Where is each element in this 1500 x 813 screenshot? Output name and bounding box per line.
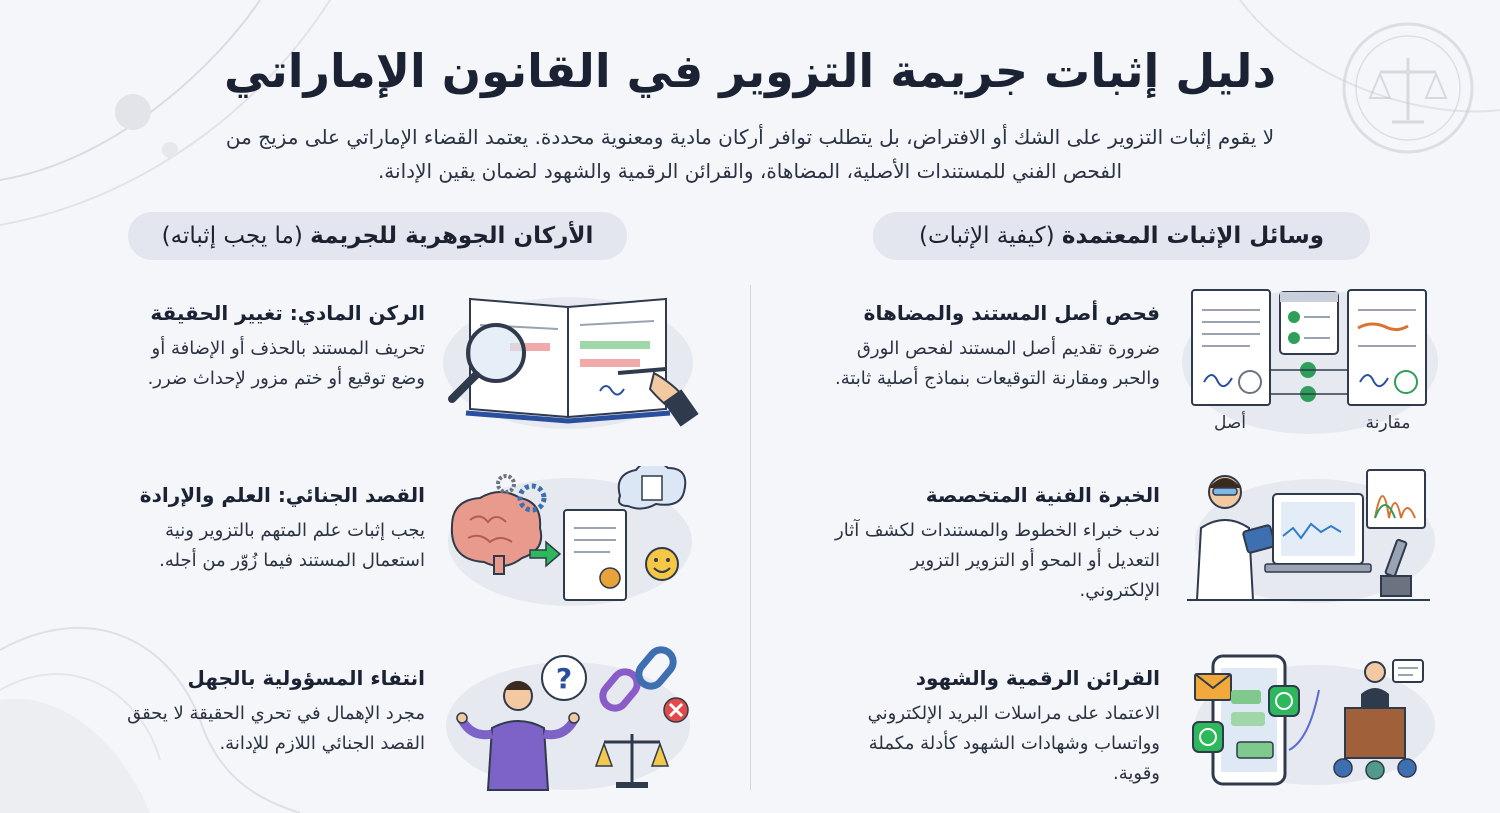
page-title: دليل إثبات جريمة التزوير في القانون الإماراتي [223, 44, 1277, 98]
right-header-bold: وسائل الإثبات المعتمدة [1061, 223, 1324, 249]
intro-paragraph: لا يقوم إثبات التزوير على الشك أو الافتراض، بل يتطلب توافر أركان مادية ومعنوية محددة. يعتمد القضاء الإماراتي على مزيج من الفحص الفني للمستندات الأصلية، المضاهاة، والقرائن الرقمية والشهود لضمان يقين الإدانة. [225, 125, 1275, 183]
element-item-text: يجب إثبات علم المتهم بالتزوير ونية استعمال المستند فيما زُوّر من أجله. [159, 520, 425, 571]
document-comparison-icon [1180, 282, 1440, 442]
element-item-title: الركن المادي: تغيير الحقيقة [150, 301, 425, 325]
evidence-item-title: الخبرة الفنية المتخصصة [925, 483, 1160, 507]
svg-text:?: ? [555, 662, 573, 695]
evidence-item-original-document [830, 298, 1160, 394]
brain-intent-icon [440, 466, 700, 611]
evidence-item-text: ضرورة تقديم أصل المستند لفحص الورق والحبر ومقارنة التوقيعات بنماذج أصلية ثابتة. [834, 338, 1160, 389]
element-item-ignorance [125, 663, 425, 759]
element-item-title: انتفاء المسؤولية بالجهل [187, 666, 425, 690]
element-item-title: القصد الجنائي: العلم والإرادة [139, 483, 425, 507]
element-item-intent [125, 480, 425, 576]
evidence-item-text: الاعتماد على مراسلات البريد الإلكتروني وواتساب وشهادات الشهود كأدلة مكملة وقوية. [867, 703, 1160, 784]
right-header-light: (كيفية الإثبات) [919, 223, 1055, 249]
forensic-expert-icon [1185, 466, 1435, 606]
confused-person-icon [440, 644, 700, 794]
element-item-text: مجرد الإهمال في تحري الحقيقة لا يحقق القصد الجنائي اللازم للإدانة. [127, 703, 425, 754]
digital-evidence-witness-icon [1185, 650, 1435, 790]
right-column-header [873, 212, 1370, 260]
left-header-bold: الأركان الجوهرية للجريمة [310, 223, 594, 249]
evidence-item-digital [830, 663, 1160, 789]
evidence-item-expert [830, 480, 1160, 606]
element-item-material [125, 298, 425, 394]
evidence-item-text: ندب خبراء الخطوط والمستندات لكشف آثار التعديل أو المحو أو التزوير التزوير الإلكتروني. [835, 520, 1160, 601]
caption-original: أصل [1213, 413, 1247, 433]
evidence-item-title: القرائن الرقمية والشهود [915, 666, 1160, 690]
column-divider [750, 285, 751, 790]
element-item-text: تحريف المستند بالحذف أو الإضافة أو وضع توقيع أو ختم مزور لإحداث ضرر. [147, 338, 425, 389]
magnifier-book-icon [440, 285, 700, 435]
left-column-header [128, 212, 627, 260]
caption-comparison: مقارنة [1365, 413, 1411, 433]
left-header-light: (ما يجب إثباته) [161, 223, 303, 249]
evidence-item-title: فحص أصل المستند والمضاهاة [863, 301, 1160, 325]
